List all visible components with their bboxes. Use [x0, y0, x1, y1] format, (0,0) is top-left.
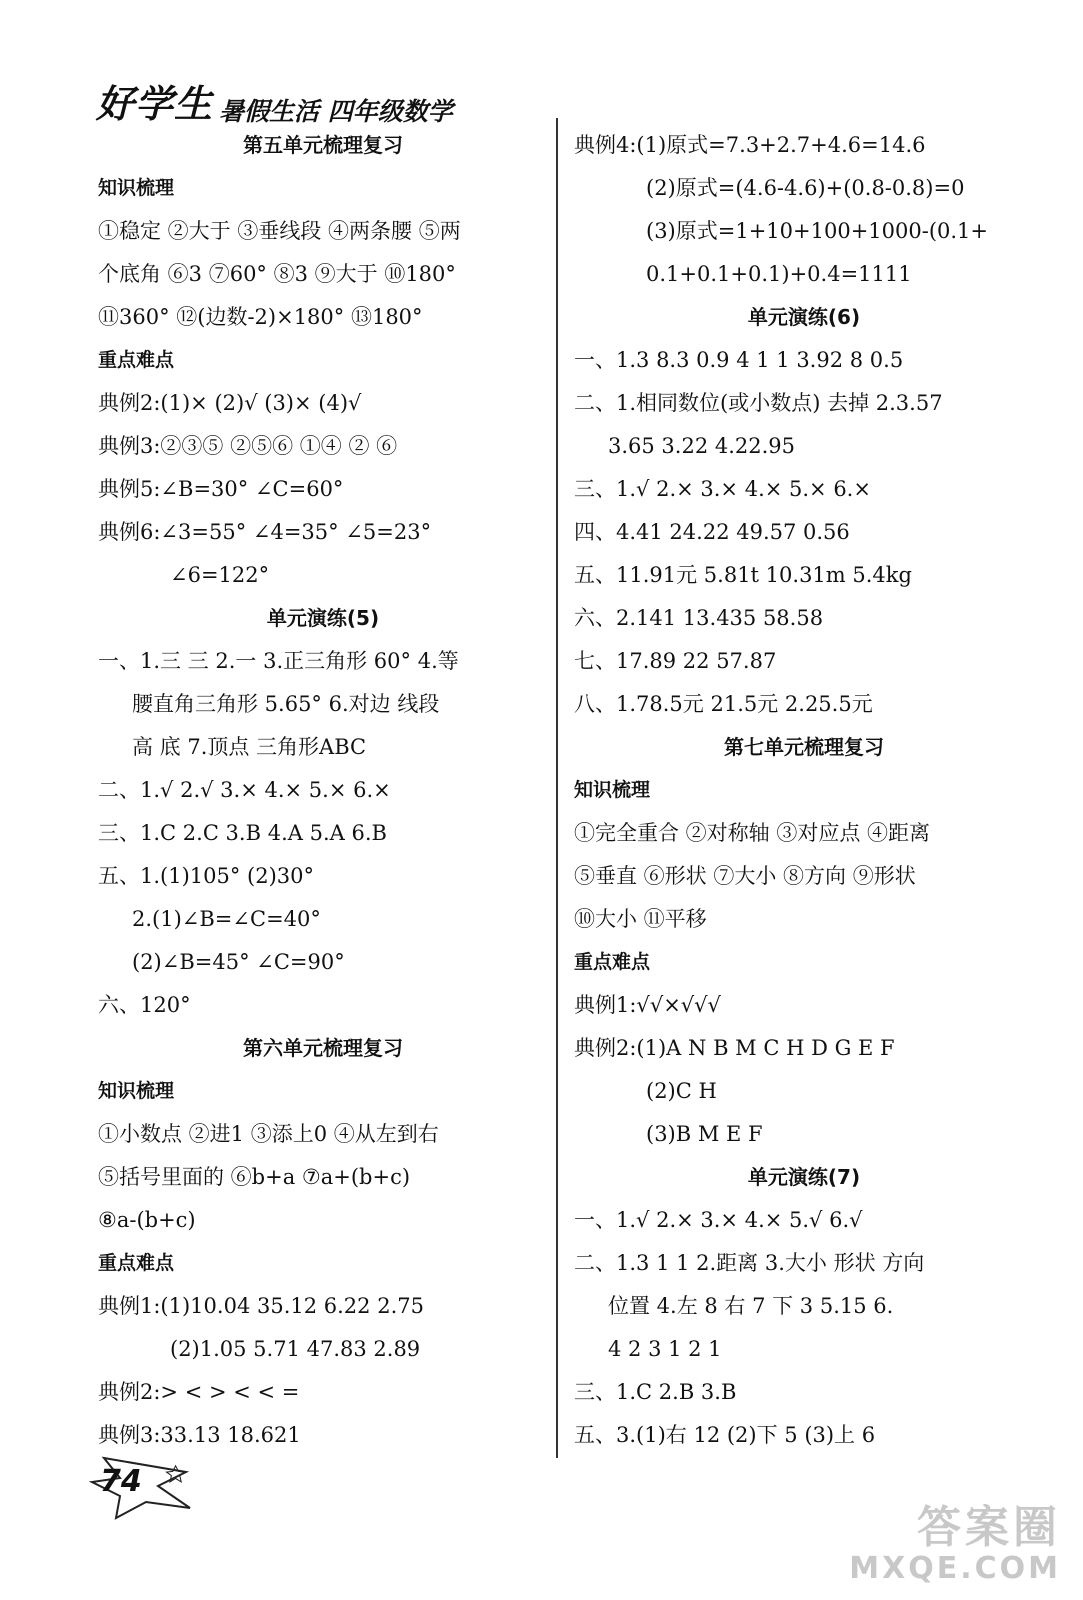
answer-line: 二、1.3 1 1 2.距离 3.大小 形状 方向 — [574, 1251, 925, 1275]
section-title: 第五单元梳理复习 — [243, 133, 403, 157]
section-title: 单元演练(7) — [747, 1165, 861, 1189]
left-column — [98, 124, 548, 1457]
answer-line: 二、1.相同数位(或小数点) 去掉 2.3.57 — [574, 391, 943, 415]
answer-line: 五、1.(1)105° (2)30° — [98, 864, 315, 888]
answer-line: (2)原式=(4.6-4.6)+(0.8-0.8)=0 — [646, 176, 965, 200]
subsection-heading: 重点难点 — [98, 1252, 175, 1274]
answer-line: ∠6=122° — [170, 563, 270, 587]
answer-line: 典例2:> < > < < = — [98, 1380, 300, 1404]
answer-line: 典例2:(1)A N B M C H D G E F — [574, 1036, 895, 1060]
answer-line: 三、1.C 2.C 3.B 4.A 5.A 6.B — [98, 821, 387, 845]
subsection-heading: 重点难点 — [574, 951, 651, 973]
answer-line: (3)B M E F — [646, 1122, 763, 1146]
answer-line: 六、120° — [98, 993, 191, 1017]
answer-line: 位置 4.左 8 右 7 下 3 5.15 6. — [608, 1294, 894, 1318]
answer-line: 4 2 3 1 2 1 — [608, 1337, 722, 1361]
answer-line: ⑤垂直 ⑥形状 ⑦大小 ⑧方向 ⑨形状 — [574, 864, 916, 888]
answer-line: 典例3:33.13 18.621 — [98, 1423, 301, 1447]
answer-line: 腰直角三角形 5.65° 6.对边 线段 — [132, 692, 440, 716]
answer-line: 八、1.78.5元 21.5元 2.25.5元 — [574, 692, 873, 716]
section-title: 第六单元梳理复习 — [243, 1036, 403, 1060]
answer-line: ⑪360° ⑫(边数-2)×180° ⑬180° — [98, 305, 423, 329]
answer-line: 一、1.3 8.3 0.9 4 1 1 3.92 8 0.5 — [574, 348, 904, 372]
answer-line: (2)C H — [646, 1079, 717, 1103]
answer-line: 个底角 ⑥3 ⑦60° ⑧3 ⑨大于 ⑩180° — [98, 262, 456, 286]
section-title: 第七单元梳理复习 — [724, 735, 884, 759]
answer-line: ①稳定 ②大于 ③垂线段 ④两条腰 ⑤两 — [98, 219, 461, 243]
answer-line: ⑤括号里面的 ⑥b+a ⑦a+(b+c) — [98, 1165, 411, 1189]
answer-line: ⑧a-(b+c) — [98, 1208, 196, 1232]
answer-line: 一、1.√ 2.× 3.× 4.× 5.√ 6.√ — [574, 1208, 863, 1232]
answer-line: 四、4.41 24.22 49.57 0.56 — [574, 520, 850, 544]
answer-line: 六、2.141 13.435 58.58 — [574, 606, 824, 630]
column-divider — [556, 118, 558, 1458]
answer-line: 七、17.89 22 57.87 — [574, 649, 777, 673]
answer-line: 典例2:(1)× (2)√ (3)× (4)√ — [98, 391, 362, 415]
answer-line: 典例6:∠3=55° ∠4=35° ∠5=23° — [98, 520, 432, 544]
page-number-badge — [86, 1452, 196, 1522]
subsection-heading: 重点难点 — [98, 349, 175, 371]
answer-line: 一、1.三 三 2.一 3.正三角形 60° 4.等 — [98, 649, 459, 673]
answer-line: 典例1:√√×√√√ — [574, 993, 721, 1017]
answer-line: 典例1:(1)10.04 35.12 6.22 2.75 — [98, 1294, 424, 1318]
answer-line: (3)原式=1+10+100+1000-(0.1+ — [646, 219, 989, 243]
subsection-heading: 知识梳理 — [574, 779, 651, 801]
answer-line: 0.1+0.1+0.1)+0.4=1111 — [646, 262, 912, 286]
subsection-heading: 知识梳理 — [98, 177, 175, 199]
answer-line: 三、1.C 2.B 3.B — [574, 1380, 737, 1404]
subsection-heading: 知识梳理 — [98, 1080, 175, 1102]
answer-line: 3.65 3.22 4.22.95 — [608, 434, 796, 458]
page-header — [96, 78, 453, 128]
answer-line: (2)∠B=45° ∠C=90° — [132, 950, 345, 974]
answer-line: 2.(1)∠B=∠C=40° — [132, 907, 321, 931]
watermark-url: MXQE.COM — [849, 1551, 1061, 1586]
answer-line: 三、1.√ 2.× 3.× 4.× 5.× 6.× — [574, 477, 871, 501]
answer-line: 典例3:②③⑤ ②⑤⑥ ①④ ② ⑥ — [98, 434, 398, 458]
answer-line: ①完全重合 ②对称轴 ③对应点 ④距离 — [574, 821, 931, 845]
answer-line: (2)1.05 5.71 47.83 2.89 — [170, 1337, 421, 1361]
section-title: 单元演练(5) — [266, 606, 380, 630]
watermark — [849, 1504, 1061, 1586]
right-column — [574, 124, 1034, 1457]
answer-line: 高 底 7.顶点 三角形ABC — [132, 735, 367, 759]
answer-line: ⑩大小 ⑪平移 — [574, 907, 707, 931]
book-subtitle: 暑假生活 四年级数学 — [219, 97, 453, 126]
answer-line: 二、1.√ 2.√ 3.× 4.× 5.× 6.× — [98, 778, 391, 802]
page-number: 74 — [100, 1464, 142, 1499]
answer-line: 五、3.(1)右 12 (2)下 5 (3)上 6 — [574, 1423, 876, 1447]
answer-line: 五、11.91元 5.81t 10.31m 5.4kg — [574, 563, 912, 587]
brand-title: 好学生 — [96, 82, 214, 126]
watermark-logo-text: 答案圈 — [917, 1502, 1061, 1553]
answer-line: ①小数点 ②进1 ③添上0 ④从左到右 — [98, 1122, 439, 1146]
section-title: 单元演练(6) — [747, 305, 861, 329]
answer-line: 典例5:∠B=30° ∠C=60° — [98, 477, 344, 501]
answer-line: 典例4:(1)原式=7.3+2.7+4.6=14.6 — [574, 133, 926, 157]
